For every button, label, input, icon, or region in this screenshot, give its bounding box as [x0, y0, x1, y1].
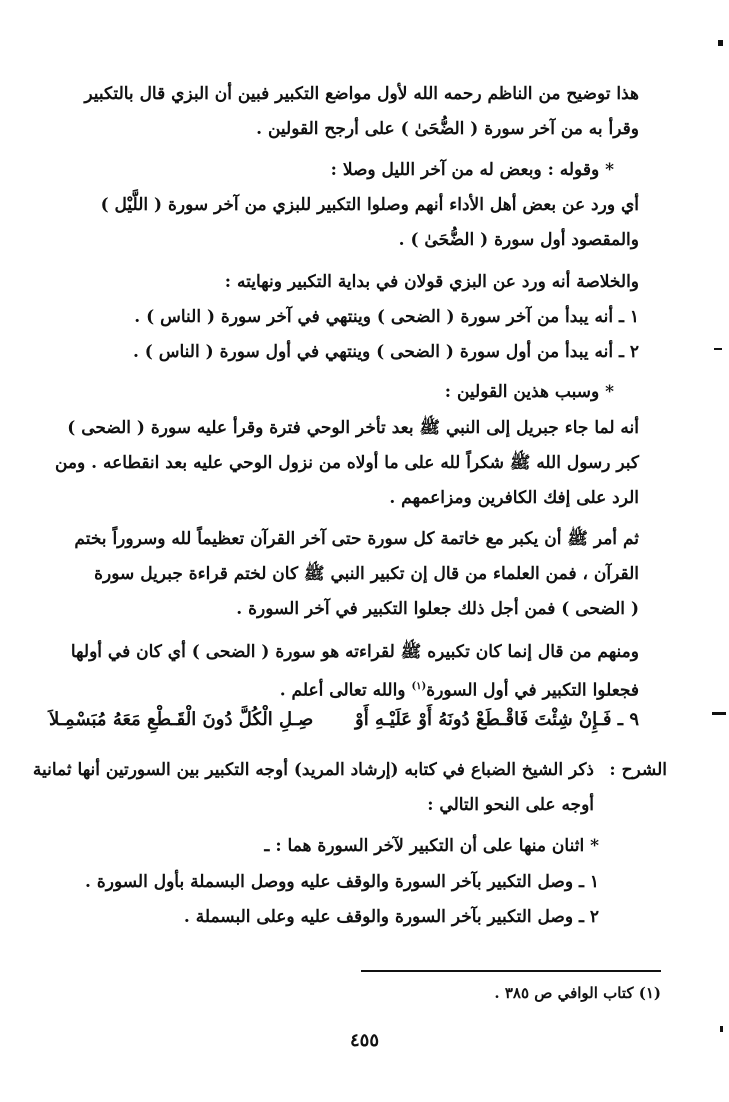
text-line: وقرأ به من آخر سورة ( الضُّحَىٰ ) على أرجح القولين .	[256, 119, 639, 139]
page-number: ٤٥٥	[349, 1030, 379, 1051]
footnote-divider	[361, 970, 661, 972]
footnote-ref: (١)	[411, 681, 427, 692]
scan-mark	[714, 348, 722, 350]
scan-mark	[720, 1026, 723, 1032]
text-line: * وسبب هذين القولين :	[444, 382, 614, 402]
text-line: والخلاصة أنه ورد عن البزي قولان في بداية التكبير ونهايته :	[224, 272, 639, 292]
list-item: ١ ـ أنه يبدأ من آخر سورة ( الضحى ) وينتهي في آخر سورة ( الناس ) .	[134, 307, 639, 327]
list-item: ١ ـ وصل التكبير بآخر السورة والوقف عليه ووصل البسملة بأول السورة .	[85, 872, 599, 892]
list-item: ٢ ـ وصل التكبير بآخر السورة والوقف عليه وعلى البسملة .	[183, 907, 599, 927]
verse-hemistich-first: ٩ ـ فَـإِنْ شِئْتَ فَاقْـطَعْ دُونَهُ أَوْ عَلَيْـهِ أَوْ	[355, 709, 639, 730]
text-line: القرآن ، فمن العلماء من قال إن تكبير النبي ﷺ كان لختم قراءة جبريل سورة	[94, 564, 639, 584]
text-line: أوجه على النحو التالي :	[427, 795, 594, 815]
text-line: ثم أمر ﷺ أن يكبر مع خاتمة كل سورة حتى آخر القرآن تعظيماً لله وسروراً بختم	[74, 529, 639, 549]
text-line: ومنهم من قال إنما كان تكبيره ﷺ لقراءته هو سورة ( الضحى ) أي كان في أولها	[70, 642, 639, 662]
text-line: الرد على إفك الكافرين ومزاعمهم .	[389, 488, 639, 508]
text-line: كبر رسول الله ﷺ شكراً لله على ما أولاه من نزول الوحي عليه بعد انقطاعه . ومن	[54, 453, 639, 473]
text-line: ( الضحى ) فمن أجل ذلك جعلوا التكبير في آخر السورة .	[236, 599, 639, 619]
verse-hemistich-second: صِـلِ الْكُلَّ دُونَ الْقَـطْعِ مَعَهُ مُبَسْمِـلاَ	[49, 709, 314, 730]
text-line: * اثنان منها على أن التكبير لآخر السورة هما : ـ	[264, 836, 599, 856]
text-line: ذكر الشيخ الضباع في كتابه (إرشاد المريد) أوجه التكبير بين السورتين أنها ثمانية	[32, 760, 594, 780]
list-item: ٢ ـ أنه يبدأ من أول سورة ( الضحى ) وينتهي في أول سورة ( الناس ) .	[132, 342, 639, 362]
text-segment: والله تعالى أعلم .	[279, 680, 412, 701]
scan-mark	[712, 712, 726, 715]
footnote: (١) كتاب الوافي ص ٣٨٥ .	[494, 984, 661, 1002]
text-line: أي ورد عن بعض أهل الأداء أنهم وصلوا التكبير للبزي من آخر سورة ( اللَّيْل )	[100, 195, 639, 215]
text-line	[79, 675, 639, 703]
commentary-label: الشرح :	[609, 760, 667, 780]
text-line: والمقصود أول سورة ( الضُّحَىٰ ) .	[398, 230, 639, 250]
text-line: هذا توضيح من الناظم رحمه الله لأول مواضع التكبير فبين أن البزي قال بالتكبير	[84, 84, 639, 104]
text-line: أنه لما جاء جبريل إلى النبي ﷺ بعد تأخر الوحي فترة وقرأ عليه سورة ( الضحى )	[67, 418, 639, 438]
text-segment: فجعلوا التكبير في أول السورة	[426, 680, 639, 701]
text-line: * وقوله : وبعض له من آخر الليل وصلا :	[330, 160, 614, 180]
scan-mark	[718, 40, 723, 46]
verse-line	[49, 706, 639, 734]
